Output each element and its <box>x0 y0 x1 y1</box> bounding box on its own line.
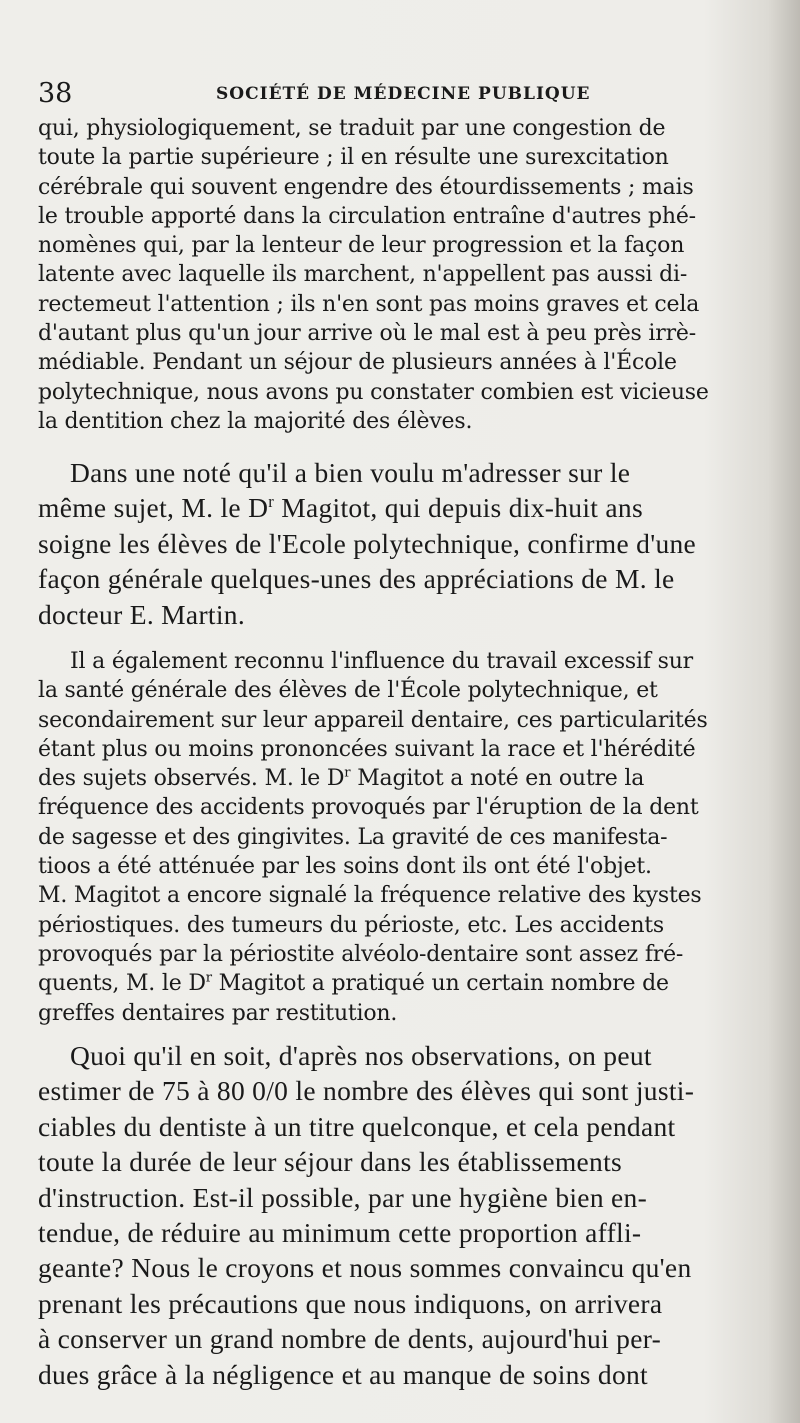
text-line: toute la durée de leur séjour dans les établissements <box>38 1146 623 1178</box>
text-line: provoqués par la périostite alvéolo-dentaire sont assez fré- <box>38 941 684 967</box>
text-line: secondairement sur leur appareil dentaire, ces particularités <box>38 707 708 733</box>
text-line: la santé générale des élèves de l'École polytechnique, et <box>38 678 658 704</box>
text-line: la dentition chez la majorité des élèves. <box>38 408 473 434</box>
text-line: polytechnique, nous avons pu constater combien est vicieuse <box>38 379 709 405</box>
text-line: estimer de 75 à 80 0/0 le nombre des élèves qui sont justi- <box>38 1075 695 1107</box>
text-line: le trouble apporté dans la circulation entraîne d'autres phé- <box>38 203 696 229</box>
paragraph-4 <box>38 1038 760 1392</box>
page-number: 38 <box>38 78 73 109</box>
paragraph-1 <box>38 114 760 436</box>
text-line: d'instruction. Est-il possible, par une hygiène bien en- <box>38 1181 648 1213</box>
text-line: latente avec laquelle ils marchent, n'appellent pas aussi di- <box>38 262 688 288</box>
paragraph-2 <box>38 455 760 632</box>
text-line: façon générale quelques-unes des appréciations de M. le <box>38 563 675 595</box>
text-line: qui, physiologiquement, se traduit par une congestion de <box>38 116 666 141</box>
text-line: docteur E. Martin. <box>38 598 246 630</box>
text-line: étant plus ou moins prononcées suivant la race et l'hérédité <box>38 736 696 762</box>
paragraph-3 <box>38 647 760 1028</box>
text-line: cérébrale qui souvent engendre des étourdissements ; mais <box>38 174 694 200</box>
text-line: dues grâce à la négligence et au manque de soins dont <box>38 1358 648 1390</box>
text-line: M. Magitot a encore signalé la fréquence relative des kystes <box>38 883 702 909</box>
text-line: ciables du dentiste à un titre quelconque, et cela pendant <box>38 1110 676 1142</box>
text-line: Dans une noté qu'il a bien voulu m'adresser sur le <box>70 457 631 488</box>
text-line: tioos a été atténuée par les soins dont ils ont été l'objet. <box>38 854 652 880</box>
text-line: geante? Nous le croyons et nous sommes convaincu qu'en <box>38 1252 692 1284</box>
text-line: greffes dentaires par restitution. <box>38 1000 398 1026</box>
text-line: de sagesse et des gingivites. La gravité de ces manifesta- <box>38 824 668 850</box>
text-line: même sujet, M. le $D^r$ Magitot, qui depuis dix-huit ans <box>38 492 643 524</box>
text-line: prenant les précautions que nous indiquons, on arrivera <box>38 1287 663 1319</box>
text-line: fréquence des accidents provoqués par l'éruption de la dent <box>38 795 699 821</box>
text-line: toute la partie supérieure ; il en résulte une surexcitation <box>38 145 669 171</box>
text-line: Quoi qu'il en soit, d'après nos observations, on peut <box>70 1040 652 1071</box>
text-line: Il a également reconnu l'influence du travail excessif sur <box>70 649 693 674</box>
text-line: soigne les élèves de l'Ecole polytechnique, confirme d'une <box>38 527 697 559</box>
text-line: quents, M. le $D^r$ Magitot a pratiqué un certain nombre de <box>38 970 669 997</box>
text-line: d'autant plus qu'un jour arrive où le mal est à peu près irrè- <box>38 321 696 347</box>
running-head: SOCIÉTÉ DE MÉDECINE PUBLIQUE <box>216 84 591 104</box>
text-line: nomènes qui, par la lenteur de leur progression et la façon <box>38 233 685 259</box>
text-line: médiable. Pendant un séjour de plusieurs années à l'École <box>38 350 677 376</box>
text-line: périostiques. des tumeurs du périoste, etc. Les accidents <box>38 912 665 938</box>
text-line: rectemeut l'attention ; ils n'en sont pas moins graves et cela <box>38 291 700 317</box>
page-header <box>38 78 598 110</box>
text-line: à conserver un grand nombre de dents, aujourd'hui per- <box>38 1323 662 1355</box>
text-line: tendue, de réduire au minimum cette proportion affli- <box>38 1216 642 1248</box>
text-line: des sujets observés. M. le $D^r$ Magitot a noté en outre la <box>38 765 645 792</box>
